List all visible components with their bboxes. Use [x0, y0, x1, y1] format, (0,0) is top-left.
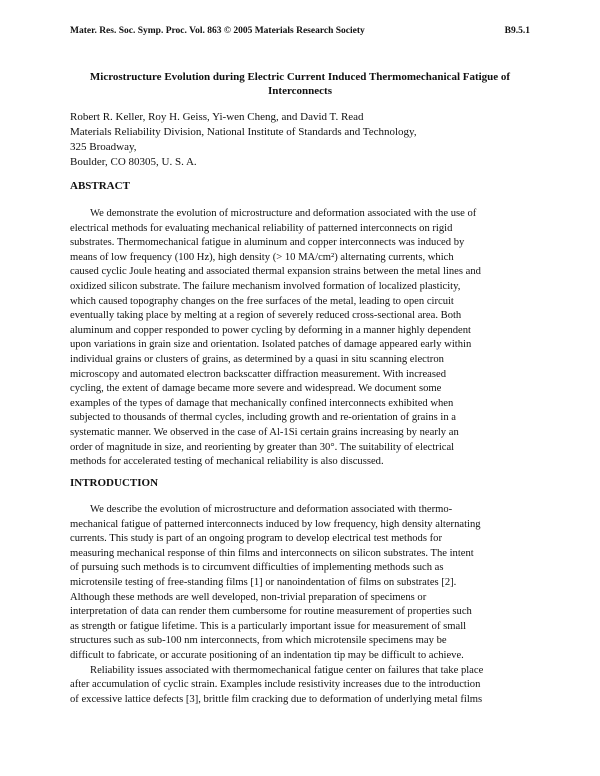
abstract-line: caused cyclic Joule heating and associated thermal expansion strains between the metal lines and: [70, 266, 481, 278]
intro-line: mechanical fatigue of patterned interconnects induced by low frequency, high density alternating: [70, 518, 481, 530]
title-line: Interconnects: [268, 85, 332, 97]
abstract-line: We demonstrate the evolution of microstructure and deformation associated with the use of: [90, 208, 477, 219]
abstract-line: upon variations in grain size and orientation. Isolated patches of damage appeared early within: [70, 339, 472, 351]
abstract-line: which caused topography changes on the free surfaces of the metal, leading to open circuit: [70, 295, 454, 307]
intro-line: measuring mechanical response of thin films and interconnects on silicon substrates. The intent: [70, 547, 474, 559]
intro-line: We describe the evolution of microstructure and deformation associated with thermo-: [90, 504, 453, 515]
abstract-line: systematic manner. We observed in the case of Al-1Si certain grains increasing by nearly an: [70, 426, 459, 438]
author-block: [70, 110, 417, 170]
title-line: Microstructure Evolution during Electric Current Induced Thermomechanical Fatigue of: [89, 71, 511, 83]
intro-line: as strength or fatigue lifetime. This is a particularly important issue for measurement of small: [70, 620, 467, 632]
author-names: Robert R. Keller, Roy H. Geiss, Yi-wen Cheng, and David T. Read: [70, 111, 364, 123]
abstract-line: substrates. Thermomechanical fatigue in aluminum and copper interconnects was induced by: [70, 237, 465, 249]
address-city: Boulder, CO 80305, U. S. A.: [70, 156, 197, 168]
introduction-heading: INTRODUCTION: [70, 477, 159, 489]
intro-line: of pursuing such methods is to circumvent difficulties of implementing methods such as: [70, 562, 444, 574]
abstract-line: electrical methods for evaluating mechanical reliability of patterned interconnects on rigid: [70, 222, 453, 234]
abstract-line: order of magnitude in size, and reorienting by greater than 30°. The suitability of electrical: [70, 441, 455, 453]
abstract-line: eventually taking place by melting at a region of severely reduced cross-sectional area. Both: [70, 310, 462, 322]
paper-title: [70, 70, 530, 98]
intro-line: structures such as sub-100 nm interconnects, from which microtensile specimens may be: [70, 635, 447, 647]
intro-line: difficult to fabricate, or accurate positioning of an indentation tip may be difficult to achieve.: [70, 649, 464, 661]
abstract-line: individual grains or clusters of grains, as determined by a quasi in situ scanning electron: [70, 353, 444, 365]
intro-line: after accumulation of cyclic strain. Examples include resistivity increases due to the introduction: [70, 679, 481, 691]
abstract-line: methods for accelerated testing of mechanical reliability is also discussed.: [70, 456, 384, 468]
intro-line: currents. This study is part of an ongoing program to develop electrical test methods for: [70, 533, 442, 545]
abstract-line: oxidized silicon substrate. The failure mechanism involved formation of localized plasticity,: [70, 280, 461, 292]
intro-line: microtensile testing of free-standing films [1] or nanoindentation of films on substrates [2].: [70, 576, 457, 588]
intro-line: Although these methods are well developed, non-trivial preparation of specimens or: [70, 591, 427, 603]
introduction-body: [70, 503, 530, 707]
intro-line: interpretation of data can render them cumbersome for routine measurement of properties such: [70, 606, 472, 618]
abstract-line: microscopy and automated electron backscatter diffraction measurement. With increased: [70, 368, 446, 380]
abstract-line: aluminum and copper responded to power cycling by deforming in a manner highly dependent: [70, 324, 471, 336]
intro-line: Reliability issues associated with thermomechanical fatigue center on failures that take place: [90, 664, 484, 676]
abstract-line: means of low frequency (100 Hz), high density (> 10 MA/cm²) alternating currents, which: [70, 251, 454, 263]
page-number: B9.5.1: [504, 26, 530, 36]
abstract-line: cycling, the extent of damage became more severe and widespread. We document some: [70, 383, 442, 395]
abstract-line: subjected to thousands of thermal cycles, including growth and re-orientation of grains in a: [70, 412, 456, 424]
running-header: Mater. Res. Soc. Symp. Proc. Vol. 863 © 2005 Materials Research Society: [70, 26, 365, 36]
affiliation: Materials Reliability Division, National Institute of Standards and Technology,: [70, 126, 417, 138]
address-street: 325 Broadway,: [70, 141, 137, 153]
abstract-heading: ABSTRACT: [70, 180, 130, 192]
abstract-line: examples of the types of damage that mechanically confined interconnects exhibited when: [70, 397, 454, 409]
intro-line: of excessive lattice defects [3], brittle film cracking due to deformation of underlying metal films: [70, 693, 483, 705]
abstract-body: [70, 207, 530, 470]
